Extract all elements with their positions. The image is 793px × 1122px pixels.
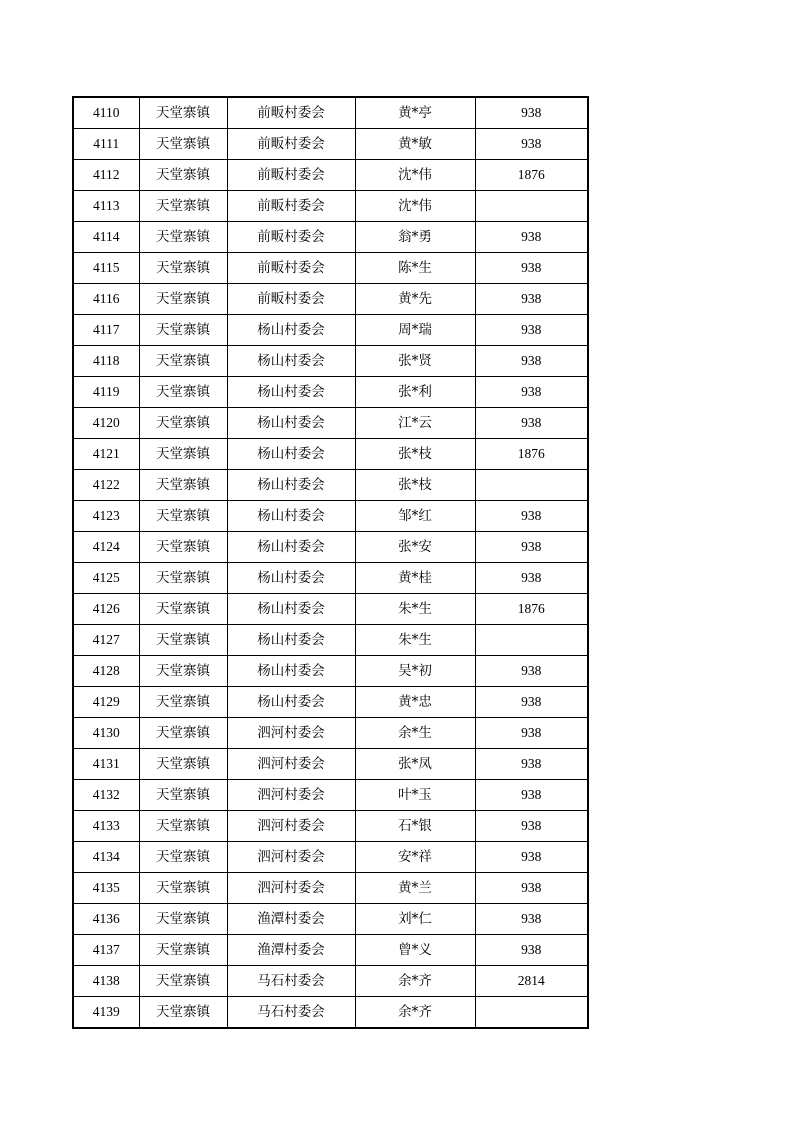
table-row: [73, 470, 588, 501]
table-row: [73, 904, 588, 935]
town-cell: 天堂寨镇: [139, 656, 227, 687]
amount-cell: 938: [475, 780, 588, 811]
row-id-cell: 4117: [73, 315, 139, 346]
amount-cell: 938: [475, 129, 588, 160]
town-cell: 天堂寨镇: [139, 718, 227, 749]
amount-cell: 938: [475, 842, 588, 873]
person-name-cell: 翁*勇: [355, 222, 475, 253]
town-cell: 天堂寨镇: [139, 191, 227, 222]
table-row: [73, 966, 588, 997]
village-cell: 前畈村委会: [227, 253, 355, 284]
table-row: [73, 594, 588, 625]
row-id-cell: 4138: [73, 966, 139, 997]
person-name-cell: 邹*红: [355, 501, 475, 532]
table-row: [73, 408, 588, 439]
village-cell: 杨山村委会: [227, 656, 355, 687]
town-cell: 天堂寨镇: [139, 97, 227, 129]
person-name-cell: 吴*初: [355, 656, 475, 687]
town-cell: 天堂寨镇: [139, 408, 227, 439]
town-cell: 天堂寨镇: [139, 873, 227, 904]
village-cell: 杨山村委会: [227, 408, 355, 439]
row-id-cell: 4122: [73, 470, 139, 501]
table-row: [73, 718, 588, 749]
person-name-cell: 朱*生: [355, 594, 475, 625]
row-id-cell: 4116: [73, 284, 139, 315]
town-cell: 天堂寨镇: [139, 253, 227, 284]
person-name-cell: 沈*伟: [355, 191, 475, 222]
table-row: [73, 191, 588, 222]
amount-cell: 1876: [475, 160, 588, 191]
village-cell: 杨山村委会: [227, 625, 355, 656]
town-cell: 天堂寨镇: [139, 749, 227, 780]
table-row: [73, 97, 588, 129]
amount-cell: [475, 470, 588, 501]
village-cell: 前畈村委会: [227, 222, 355, 253]
town-cell: 天堂寨镇: [139, 563, 227, 594]
village-cell: 杨山村委会: [227, 439, 355, 470]
person-name-cell: 黄*兰: [355, 873, 475, 904]
town-cell: 天堂寨镇: [139, 532, 227, 563]
row-id-cell: 4123: [73, 501, 139, 532]
village-cell: 杨山村委会: [227, 532, 355, 563]
table-row: [73, 160, 588, 191]
table-row: [73, 687, 588, 718]
town-cell: 天堂寨镇: [139, 501, 227, 532]
person-name-cell: 石*银: [355, 811, 475, 842]
village-cell: 前畈村委会: [227, 160, 355, 191]
amount-cell: 938: [475, 656, 588, 687]
row-id-cell: 4110: [73, 97, 139, 129]
amount-cell: 1876: [475, 439, 588, 470]
village-cell: 泗河村委会: [227, 842, 355, 873]
amount-cell: 1876: [475, 594, 588, 625]
town-cell: 天堂寨镇: [139, 842, 227, 873]
town-cell: 天堂寨镇: [139, 315, 227, 346]
roster-table-body: [73, 97, 588, 1028]
row-id-cell: 4128: [73, 656, 139, 687]
village-cell: 泗河村委会: [227, 873, 355, 904]
person-name-cell: 叶*玉: [355, 780, 475, 811]
village-cell: 杨山村委会: [227, 687, 355, 718]
village-cell: 前畈村委会: [227, 97, 355, 129]
town-cell: 天堂寨镇: [139, 346, 227, 377]
table-row: [73, 284, 588, 315]
village-cell: 渔潭村委会: [227, 935, 355, 966]
town-cell: 天堂寨镇: [139, 780, 227, 811]
person-name-cell: 陈*生: [355, 253, 475, 284]
amount-cell: 938: [475, 718, 588, 749]
village-cell: 杨山村委会: [227, 563, 355, 594]
village-cell: 马石村委会: [227, 997, 355, 1029]
town-cell: 天堂寨镇: [139, 966, 227, 997]
person-name-cell: 黄*桂: [355, 563, 475, 594]
row-id-cell: 4135: [73, 873, 139, 904]
amount-cell: 938: [475, 873, 588, 904]
town-cell: 天堂寨镇: [139, 904, 227, 935]
amount-cell: 938: [475, 408, 588, 439]
row-id-cell: 4120: [73, 408, 139, 439]
village-cell: 杨山村委会: [227, 377, 355, 408]
table-row: [73, 346, 588, 377]
row-id-cell: 4139: [73, 997, 139, 1029]
amount-cell: 938: [475, 904, 588, 935]
person-name-cell: 黄*亭: [355, 97, 475, 129]
town-cell: 天堂寨镇: [139, 160, 227, 191]
table-row: [73, 997, 588, 1029]
row-id-cell: 4125: [73, 563, 139, 594]
town-cell: 天堂寨镇: [139, 687, 227, 718]
table-row: [73, 842, 588, 873]
amount-cell: [475, 625, 588, 656]
table-row: [73, 935, 588, 966]
table-row: [73, 222, 588, 253]
amount-cell: 938: [475, 749, 588, 780]
village-cell: 杨山村委会: [227, 346, 355, 377]
table-row: [73, 377, 588, 408]
table-row: [73, 749, 588, 780]
village-cell: 泗河村委会: [227, 749, 355, 780]
row-id-cell: 4112: [73, 160, 139, 191]
table-row: [73, 656, 588, 687]
person-name-cell: 张*贤: [355, 346, 475, 377]
town-cell: 天堂寨镇: [139, 377, 227, 408]
person-name-cell: 安*祥: [355, 842, 475, 873]
row-id-cell: 4119: [73, 377, 139, 408]
person-name-cell: 刘*仁: [355, 904, 475, 935]
amount-cell: 938: [475, 97, 588, 129]
person-name-cell: 黄*先: [355, 284, 475, 315]
row-id-cell: 4136: [73, 904, 139, 935]
row-id-cell: 4132: [73, 780, 139, 811]
town-cell: 天堂寨镇: [139, 284, 227, 315]
amount-cell: 938: [475, 377, 588, 408]
row-id-cell: 4130: [73, 718, 139, 749]
row-id-cell: 4113: [73, 191, 139, 222]
person-name-cell: 余*生: [355, 718, 475, 749]
amount-cell: 938: [475, 532, 588, 563]
village-cell: 杨山村委会: [227, 470, 355, 501]
village-cell: 前畈村委会: [227, 284, 355, 315]
village-cell: 渔潭村委会: [227, 904, 355, 935]
village-cell: 杨山村委会: [227, 594, 355, 625]
amount-cell: 938: [475, 253, 588, 284]
amount-cell: 938: [475, 315, 588, 346]
town-cell: 天堂寨镇: [139, 222, 227, 253]
town-cell: 天堂寨镇: [139, 997, 227, 1029]
amount-cell: 938: [475, 346, 588, 377]
row-id-cell: 4118: [73, 346, 139, 377]
amount-cell: 938: [475, 284, 588, 315]
person-name-cell: 江*云: [355, 408, 475, 439]
amount-cell: 938: [475, 811, 588, 842]
roster-table: [72, 96, 589, 1029]
town-cell: 天堂寨镇: [139, 470, 227, 501]
amount-cell: [475, 997, 588, 1029]
row-id-cell: 4127: [73, 625, 139, 656]
village-cell: 泗河村委会: [227, 811, 355, 842]
amount-cell: 938: [475, 222, 588, 253]
person-name-cell: 余*齐: [355, 966, 475, 997]
amount-cell: 938: [475, 687, 588, 718]
table-row: [73, 253, 588, 284]
town-cell: 天堂寨镇: [139, 439, 227, 470]
person-name-cell: 朱*生: [355, 625, 475, 656]
town-cell: 天堂寨镇: [139, 625, 227, 656]
row-id-cell: 4133: [73, 811, 139, 842]
village-cell: 杨山村委会: [227, 501, 355, 532]
person-name-cell: 张*安: [355, 532, 475, 563]
person-name-cell: 沈*伟: [355, 160, 475, 191]
town-cell: 天堂寨镇: [139, 129, 227, 160]
person-name-cell: 黄*忠: [355, 687, 475, 718]
village-cell: 泗河村委会: [227, 718, 355, 749]
row-id-cell: 4134: [73, 842, 139, 873]
table-row: [73, 873, 588, 904]
town-cell: 天堂寨镇: [139, 935, 227, 966]
village-cell: 泗河村委会: [227, 780, 355, 811]
person-name-cell: 张*枝: [355, 470, 475, 501]
person-name-cell: 黄*敏: [355, 129, 475, 160]
table-row: [73, 129, 588, 160]
row-id-cell: 4124: [73, 532, 139, 563]
row-id-cell: 4114: [73, 222, 139, 253]
amount-cell: 938: [475, 501, 588, 532]
person-name-cell: 余*齐: [355, 997, 475, 1029]
person-name-cell: 张*枝: [355, 439, 475, 470]
amount-cell: 2814: [475, 966, 588, 997]
row-id-cell: 4126: [73, 594, 139, 625]
table-row: [73, 780, 588, 811]
amount-cell: [475, 191, 588, 222]
amount-cell: 938: [475, 563, 588, 594]
person-name-cell: 张*凤: [355, 749, 475, 780]
table-row: [73, 439, 588, 470]
table-row: [73, 625, 588, 656]
village-cell: 前畈村委会: [227, 191, 355, 222]
row-id-cell: 4121: [73, 439, 139, 470]
row-id-cell: 4111: [73, 129, 139, 160]
table-row: [73, 501, 588, 532]
person-name-cell: 周*瑞: [355, 315, 475, 346]
village-cell: 杨山村委会: [227, 315, 355, 346]
row-id-cell: 4129: [73, 687, 139, 718]
village-cell: 前畈村委会: [227, 129, 355, 160]
village-cell: 马石村委会: [227, 966, 355, 997]
table-row: [73, 811, 588, 842]
person-name-cell: 张*利: [355, 377, 475, 408]
table-row: [73, 315, 588, 346]
row-id-cell: 4115: [73, 253, 139, 284]
row-id-cell: 4131: [73, 749, 139, 780]
table-row: [73, 563, 588, 594]
table-row: [73, 532, 588, 563]
amount-cell: 938: [475, 935, 588, 966]
row-id-cell: 4137: [73, 935, 139, 966]
person-name-cell: 曾*义: [355, 935, 475, 966]
town-cell: 天堂寨镇: [139, 811, 227, 842]
town-cell: 天堂寨镇: [139, 594, 227, 625]
